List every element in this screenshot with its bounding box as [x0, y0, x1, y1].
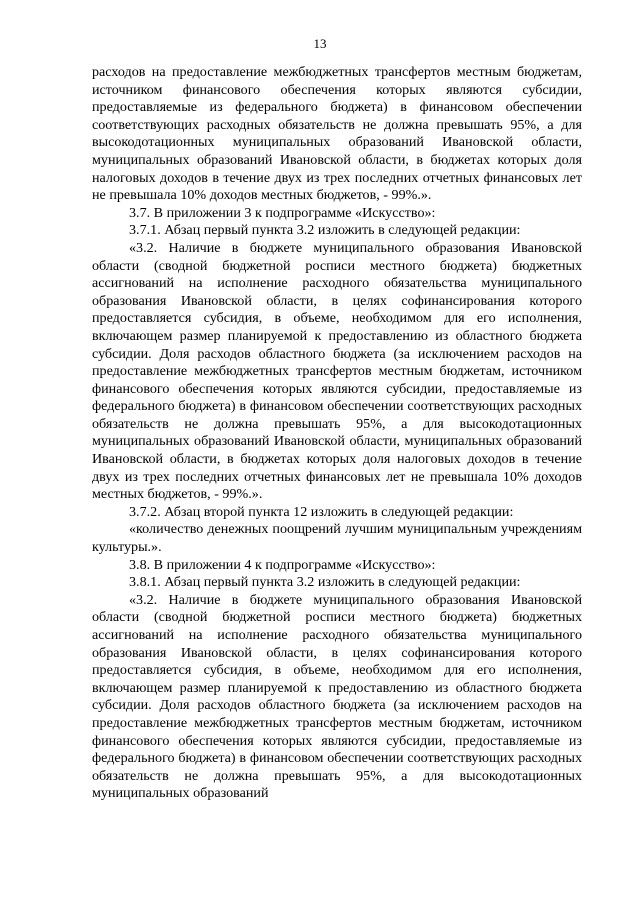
paragraph: 3.8. В приложении 4 к подпрограмме «Искусство»: [129, 556, 436, 573]
paragraph: «3.2. Наличие в бюджете муниципального образования Ивановской области (сводной бюджетной росписи местного бюджета) бюджетных ассигнований на исполнение расходного обязательства муниципального образования Ивановской области, в целях софинансирования которого предоставляется субсидия, в объеме, необходимом для его исполнения, включающем размер планируемой к предоставлению из областного бюджета субсидии. Доля расходов областного бюджета (за исключением расходов на предоставление межбюджетных трансфертов местным бюджетам, источником финансового обеспечения которых являются субсидии, предоставляемые из федерального бюджета) в финансовом обеспечении соответствующих расходных обязательств не должна превышать 95%, а для высокодотационных муниципальных образований [92, 591, 582, 802]
paragraph: 3.7.1. Абзац первый пункта 3.2 изложить в следующей редакции: [129, 222, 521, 239]
paragraph: 3.8.1. Абзац первый пункта 3.2 изложить в следующей редакции: [129, 574, 521, 591]
document-body [92, 64, 582, 803]
paragraph: «3.2. Наличие в бюджете муниципального образования Ивановской области (сводной бюджетной росписи местного бюджета) бюджетных ассигнований на исполнение расходного обязательства муниципального образования Ивановской области, в целях софинансирования которого предоставляется субсидия, в объеме, необходимом для его исполнения, включающем размер планируемой к предоставлению из областного бюджета субсидии. Доля расходов областного бюджета (за исключением расходов на предоставление межбюджетных трансфертов местным бюджетам, источником финансового обеспечения которых являются субсидии, предоставляемые из федерального бюджета) в финансовом обеспечении соответствующих расходных обязательств не должна превышать 95%, а для высокодотационных муниципальных образований Ивановской области, муниципальных образований Ивановской области, в бюджетах которых доля налоговых доходов в течение двух из трех последних отчетных финансовых лет не превышала 10% доходов местных бюджетов, - 99%.». [92, 239, 582, 503]
paragraph: расходов на предоставление межбюджетных трансфертов местным бюджетам, источником финансового обеспечения которых являются субсидии, предоставляемые из федерального бюджета) в финансовом обеспечении соответствующих расходных обязательств не должна превышать 95%, а для высокодотационных муниципальных образований Ивановской области, муниципальных образований Ивановской области, в бюджетах которых доля налоговых доходов в течение двух из трех последних отчетных финансовых лет не превышала 10% доходов местных бюджетов, - 99%.». [92, 64, 582, 204]
paragraph: 3.7. В приложении 3 к подпрограмме «Искусство»: [129, 204, 436, 221]
paragraph: «количество денежных поощрений лучшим муниципальным учреждениям культуры.». [92, 521, 582, 556]
paragraph: 3.7.2. Абзац второй пункта 12 изложить в следующей редакции: [129, 503, 514, 520]
page-number: 13 [313, 36, 327, 51]
